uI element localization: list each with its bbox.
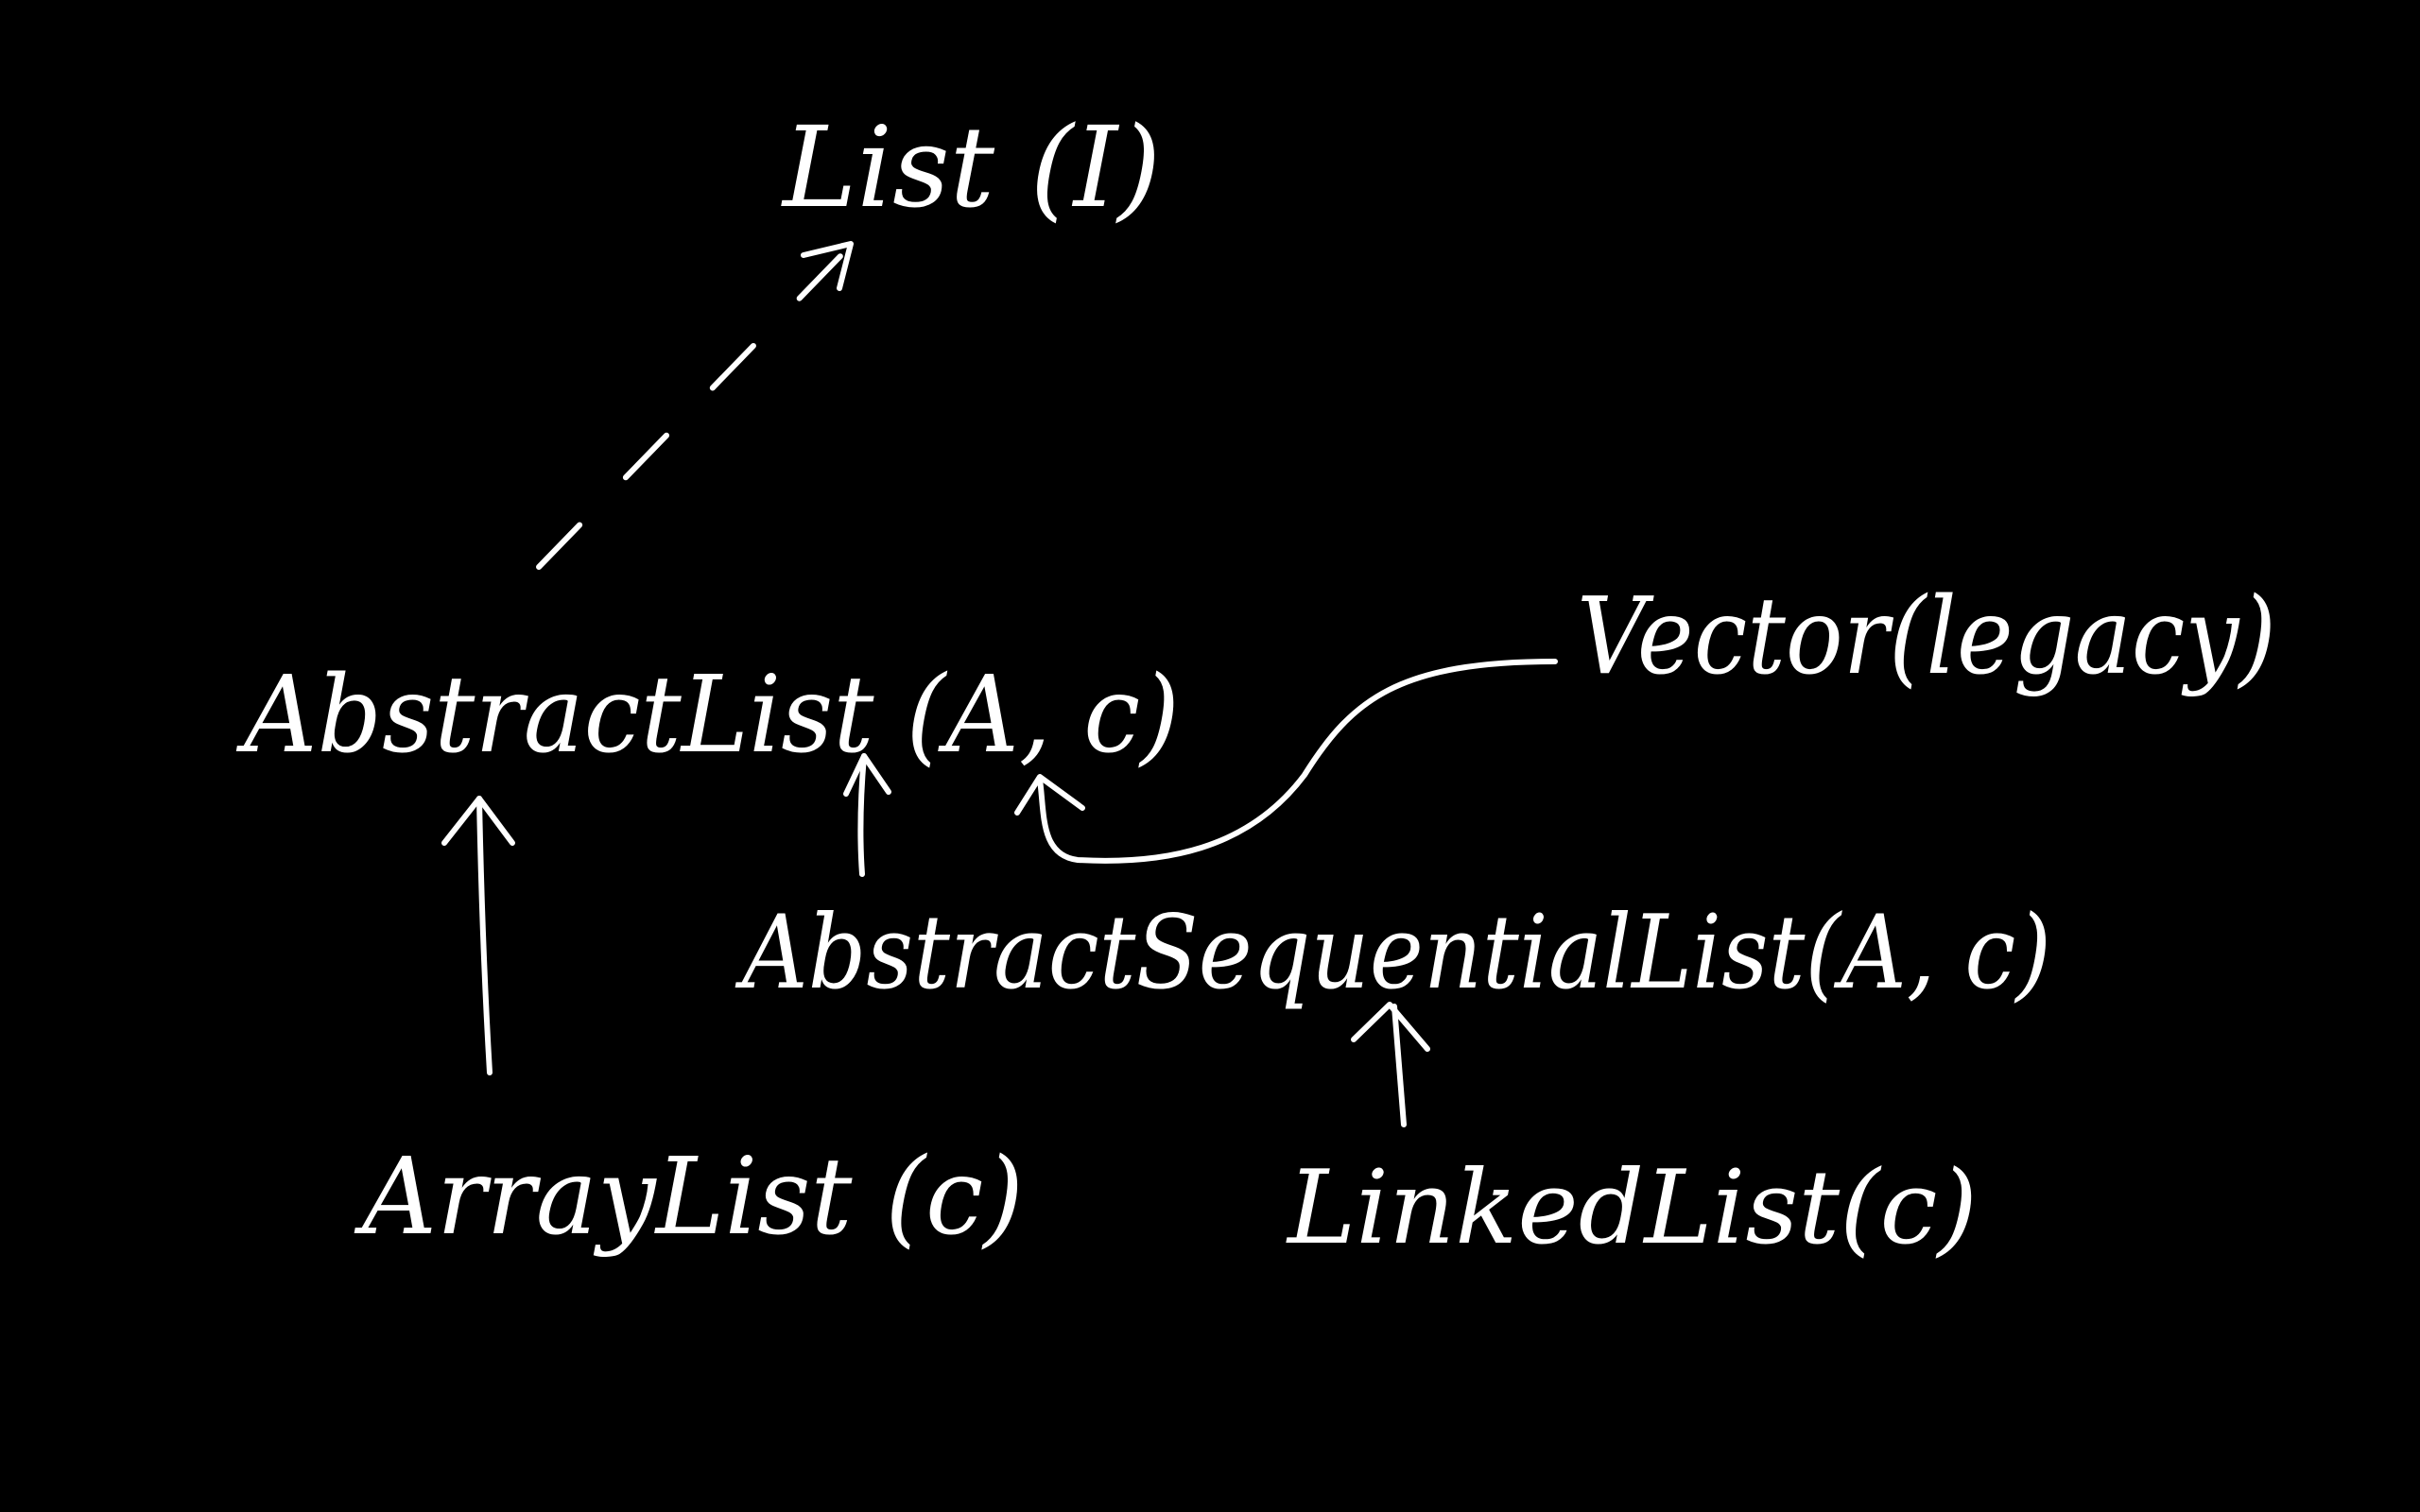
node-array-list: ArrayList (c): [354, 1136, 1024, 1259]
node-abstract-list: AbstractList (A, c): [235, 654, 1181, 777]
edge-arraylist-to-abstractlist: [444, 799, 512, 1073]
arrowhead-icon: [1017, 777, 1082, 813]
edge-abstractlist-to-list: [539, 244, 851, 567]
node-abstract-sequential-list: AbstractSequentialList(A, c): [734, 894, 2052, 1012]
node-linked-list: LinkedList(c): [1285, 1149, 1978, 1267]
node-list: List (I): [783, 102, 1162, 232]
node-vector: Vector(legacy): [1577, 576, 2276, 698]
edge-linkedlist-to-abstractsequentiallist: [1354, 1005, 1427, 1125]
